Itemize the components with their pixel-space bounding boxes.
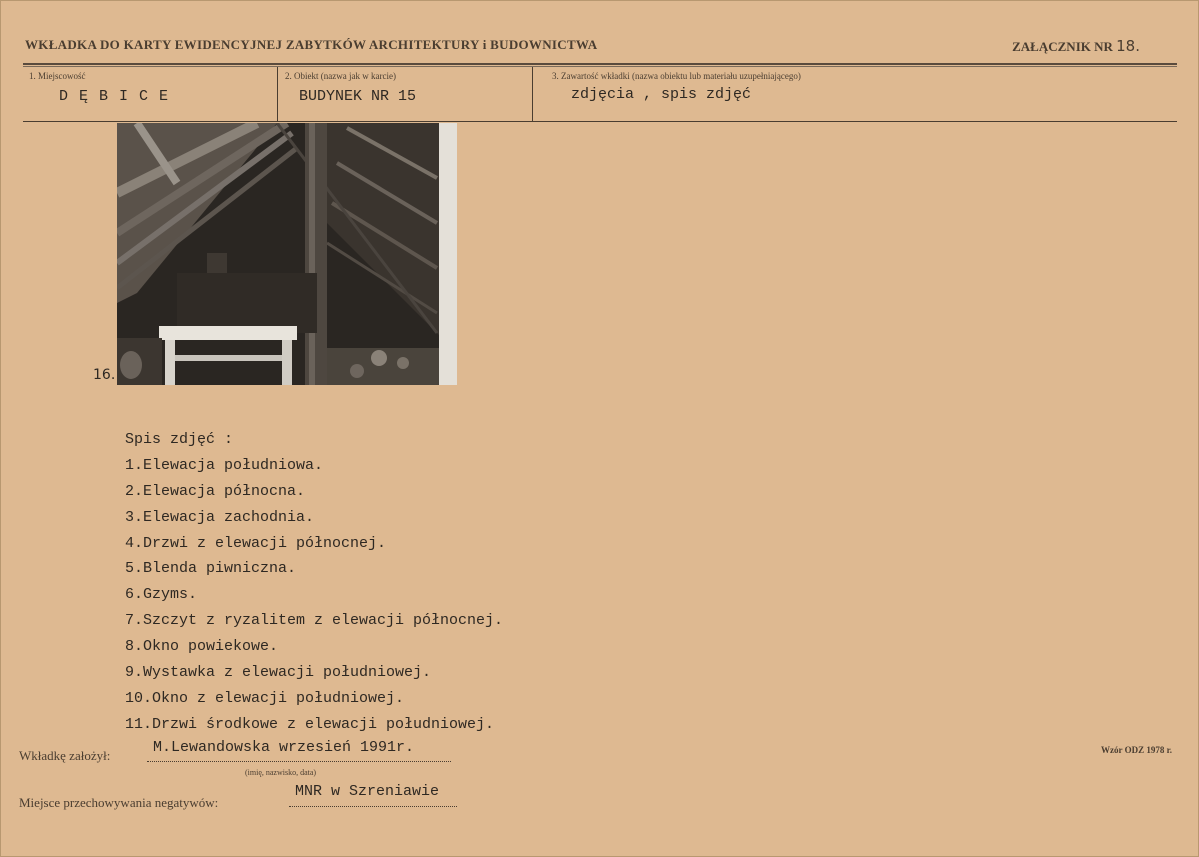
object-label: 2. Obiekt (nazwa jak w karcie) <box>285 71 396 81</box>
field-divider <box>277 67 278 121</box>
photo-number: 16. <box>93 367 116 383</box>
header-rule <box>23 63 1177 65</box>
list-item: 9.Wystawka z elewacji południowej. <box>125 664 432 682</box>
author-line <box>147 761 451 762</box>
photo-list-heading: Spis zdjęć : <box>125 431 234 448</box>
author-value: M.Lewandowska wrzesień 1991r. <box>153 739 415 756</box>
list-item: 3.Elewacja zachodnia. <box>125 508 315 526</box>
photo-list <box>125 427 503 738</box>
attachment-number <box>1012 37 1140 55</box>
list-item: 4.Drzwi z elewacji północnej. <box>125 534 387 552</box>
list-item: 7.Szczyt z ryzalitem z elewacji północnej. <box>125 612 504 630</box>
contents-value: zdjęcia , spis zdjęć <box>571 86 752 103</box>
author-hint: (imię, nazwisko, data) <box>245 768 317 777</box>
form-code: Wzór ODZ 1978 r. <box>1101 745 1172 755</box>
card-title: WKŁADKA DO KARTY EWIDENCYJNEJ ZABYTKÓW ARCHITEKTURY i BUDOWNICTWA <box>25 37 598 52</box>
attic-photo-image <box>117 123 457 385</box>
list-item: 5.Blenda piwniczna. <box>125 560 297 578</box>
storage-label: Miejsce przechowywania negatywów: <box>19 795 219 810</box>
locality-label: 1. Miejscowość <box>29 71 86 81</box>
list-item: 6.Gzyms. <box>125 586 198 604</box>
locality-value: D Ę B I C E <box>59 88 170 105</box>
contents-label: 3. Zawartość wkładki (nazwa obiektu lub materiału uzupełniającego) <box>552 71 801 81</box>
storage-value: MNR w Szreniawie <box>295 783 440 800</box>
field-divider <box>532 67 533 121</box>
list-item: 2.Elewacja północna. <box>125 482 306 500</box>
attic-photograph <box>117 123 457 385</box>
object-value: BUDYNEK NR 15 <box>299 88 417 105</box>
list-item: 10.Okno z elewacji południowej. <box>125 689 405 707</box>
storage-line <box>289 806 457 807</box>
list-item: 1.Elewacja południowa. <box>125 456 324 474</box>
list-item: 11.Drzwi środkowe z elewacji południowej. <box>125 715 495 733</box>
attachment-number-value: 18. <box>1116 37 1140 55</box>
fields-rule <box>23 121 1177 122</box>
list-item: 8.Okno powiekowe. <box>125 638 279 656</box>
author-label: Wkładkę założył: <box>19 748 111 763</box>
header-rule-thin <box>23 66 1177 67</box>
attachment-label: ZAŁĄCZNIK NR <box>1012 39 1113 54</box>
